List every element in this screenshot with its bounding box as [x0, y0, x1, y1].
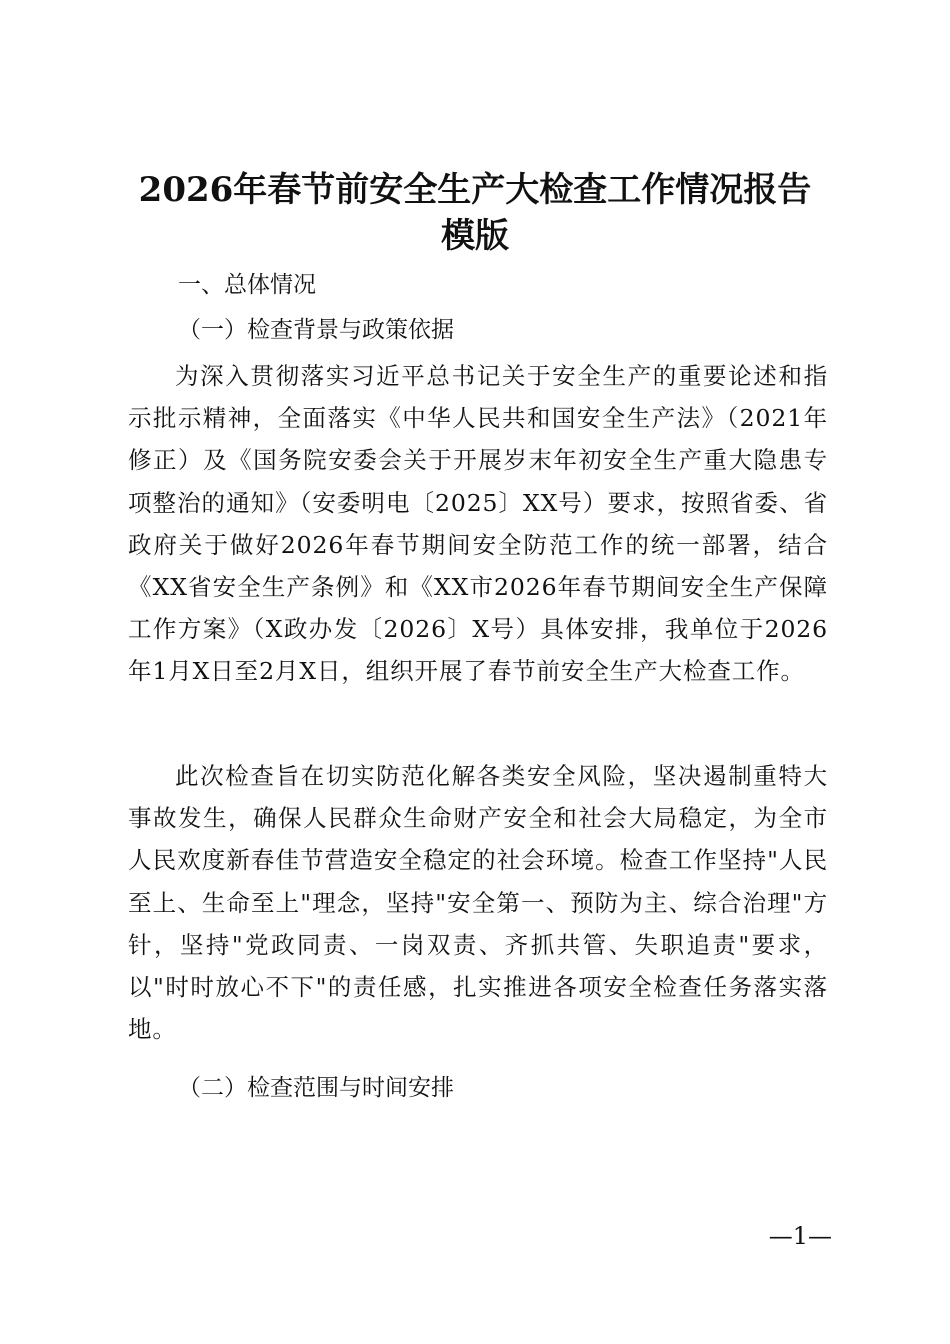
document-title-line-2: 模版 [441, 216, 509, 256]
paragraph-background: 为深入贯彻落实习近平总书记关于安全生产的重要论述和指示批示精神，全面落实《中华人民共和国安全生产法》（2021年修正）及《国务院安委会关于开展岁末年初安全生产重大隐患专项整治的通知》（安委明电〔2025〕XX号）要求，按照省委、省政府关于做好2026年春节期间安全防范工作的统一部署，结合《XX省安全生产条例》和《XX市2026年春节期间安全生产保障工作方案》（X政办发〔2026〕X号）具体安排，我单位于2026年1月X日至2月X日，组织开展了春节前安全生产大检查工作。 [128, 362, 828, 686]
subsection-heading-scope: （二）检查范围与时间安排 [178, 1075, 454, 1101]
section-heading-overall: 一、总体情况 [178, 272, 316, 298]
document-title-line-1: 2026年春节前安全生产大检查工作情况报告 [138, 170, 812, 210]
subsection-heading-background: （一）检查背景与政策依据 [178, 317, 454, 343]
page-number: —1— [768, 1222, 832, 1250]
paragraph-purpose: 此次检查旨在切实防范化解各类安全风险，坚决遏制重特大事故发生，确保人民群众生命财产安全和社会大局稳定，为全市人民欢度新春佳节营造安全稳定的社会环境。检查工作坚持"人民至上、生命至上"理念，坚持"安全第一、预防为主、综合治理"方针，坚持"党政同责、一岗双责、齐抓共管、失职追责"要求，以"时时放心不下"的责任感，扎实推进各项安全检查任务落实落地。 [128, 762, 828, 1044]
